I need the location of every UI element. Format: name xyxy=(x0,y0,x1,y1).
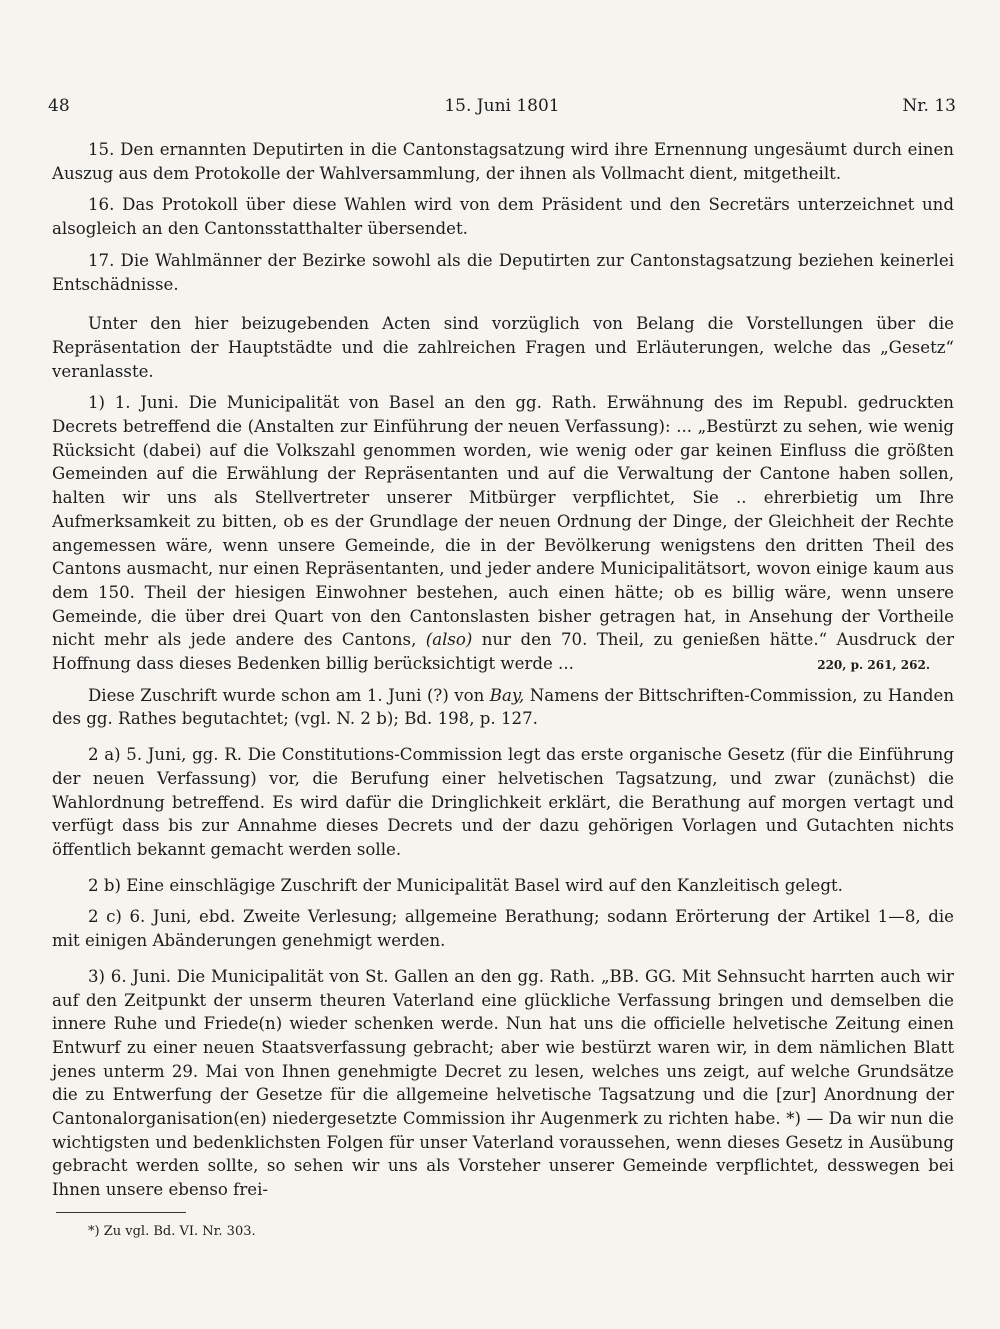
item-1-paragraph xyxy=(52,391,954,675)
page-number: 48 xyxy=(48,96,70,116)
header-number: Nr. 13 xyxy=(902,96,956,116)
item-1-text: 1) 1. Juni. Die Municipalität von Basel an den gg. Rath. Erwähnung des im Republ. gedruckten Decrets betreffend die (Anstalten zur Einführung der neuen Verfassung): ... „Bestürzt zu sehen, wie wenig Rücksicht (dabei) auf die Volkszahl genommen worden, wie wenig oder gar keinen Einfluss die größten Gemeinden auf die Erwählung der Repräsentanten und auf die Verwaltung der Cantone haben sollen, halten wir uns als Stellvertreter unserer Mitbürger verpflichtet, Sie .. ehrerbietig um Ihre Aufmerksamkeit zu bitten, ob es der Grundlage der neuen Ordnung der Dinge, der Gleichheit der Rechte angemessen wäre, wenn unsere Gemeinde, die in der Bevölkerung wenigstens den dritten Theil des Cantons ausmacht, nur einen Repräsentanten, und jeder andere Municipalitätsort, wovon einige kaum aus dem 150. Theil der hiesigen Einwohner bestehen, auch einen hätte; ob es billig wäre, wenn unsere Gemeinde, die über drei Quart von den Cantonslasten bisher getragen hat, in Ansehung der Vortheile nicht mehr als jede andere des Cantons, xyxy=(52,393,954,650)
footnote-divider xyxy=(56,1212,186,1213)
intro-paragraph: Unter den hier beizugebenden Acten sind vorzüglich von Belang die Vorstellungen über die Repräsentation der Hauptstädte und die zahlreichen Fragen und Erläuterungen, welche das „Gesetz“ veranlasste. xyxy=(52,314,954,381)
footnote: *) Zu vgl. Bd. VI. Nr. 303. xyxy=(88,1223,256,1239)
item-2a-paragraph: 2 a) 5. Juni, gg. R. Die Constitutions-Commission legt das erste organische Gesetz (für die Einführung der neuen Verfassung) vor, die Berufung einer helvetischen Tagsatzung, und zwar (zunächst) die Wahlordnung betreffend. Es wird dafür die Dringlichkeit erklärt, die Berathung auf morgen vertagt und verfügt dass bis zur Annahme dieses Decrets und der dazu gehörigen Vorlagen und Gutachten nichts öffentlich bekannt gemacht werden solle. xyxy=(52,745,954,859)
item-2b-paragraph: 2 b) Eine einschlägige Zuschrift der Municipalität Basel wird auf den Kanzleitisch gelegt. xyxy=(88,875,843,895)
item-1-italic: (also) xyxy=(425,630,473,650)
zuschrift-paragraph xyxy=(52,684,954,731)
item-1-reference: 220, p. 261, 262. xyxy=(817,657,930,672)
zuschrift-text-b: Namens der Bittschriften-Commission, zu Handen des gg. Rathes begutachtet; (vgl. N. 2 b); Bd. 198, p. 127. xyxy=(52,685,955,729)
header-date: 15. Juni 1801 xyxy=(444,96,560,116)
paragraph-16: 16. Das Protokoll über diese Wahlen wird von dem Präsident und den Secretärs unterzeichnet und alsogleich an den Cantonsstatthalter übersendet. xyxy=(52,195,954,239)
item-1-tail: nur den 70. Theil, zu genießen hätte.“ Ausdruck der Hoffnung dass dieses Bedenken billig berücksichtigt werde ... xyxy=(52,630,955,674)
body-text xyxy=(52,138,954,1241)
zuschrift-text-a: Diese Zuschrift wurde schon am 1. Juni (?) von xyxy=(88,685,485,705)
paragraph-17: 17. Die Wahlmänner der Bezirke sowohl als die Deputirten zur Cantonstagsatzung beziehen keinerlei Entschädnisse. xyxy=(52,250,954,294)
item-3-paragraph: 3) 6. Juni. Die Municipalität von St. Gallen an den gg. Rath. „BB. GG. Mit Sehnsucht harrten auch wir auf den Zeitpunkt der unserm theuren Vaterland eine glückliche Verfassung bringen und demselben die innere Ruhe und Friede(n) wieder schenken werde. Nun hat uns die officielle helvetische Zeitung einen Entwurf zu einer neuen Staatsverfassung gebracht; aber wie bestürzt waren wir, in dem nämlichen Blatt jenes unterm 29. Mai von Ihnen genehmigte Decret zu lesen, welches uns zeigt, auf welche Grundsätze die zu Entwerfung der Gesetze für die allgemeine helvetische Tagsatzung und die [zur] Anordnung der Cantonalorganisation(en) niedergesetzte Commission ihr Augenmerk zu richten habe. *) — Da wir nun die wichtigsten und bedenklichsten Folgen für unser Vaterland voraussehen, wenn dieses Gesetz in Ausübung gebracht werden sollte, so sehen wir uns als Vorsteher unserer Gemeinde verpflichtet, desswegen bei Ihnen unsere ebenso frei- xyxy=(52,966,954,1200)
page-header xyxy=(48,96,956,122)
zuschrift-name: Bay, xyxy=(489,685,525,705)
paragraph-15: 15. Den ernannten Deputirten in die Cantonstagsatzung wird ihre Ernennung ungesäumt durch einen Auszug aus dem Protokolle der Wahlversammlung, der ihnen als Vollmacht dient, mitgetheilt. xyxy=(52,140,954,183)
item-2c-paragraph: 2 c) 6. Juni, ebd. Zweite Verlesung; allgemeine Berathung; sodann Erörterung der Artikel 1—8, die mit einigen Abänderungen genehmigt werden. xyxy=(52,907,954,951)
